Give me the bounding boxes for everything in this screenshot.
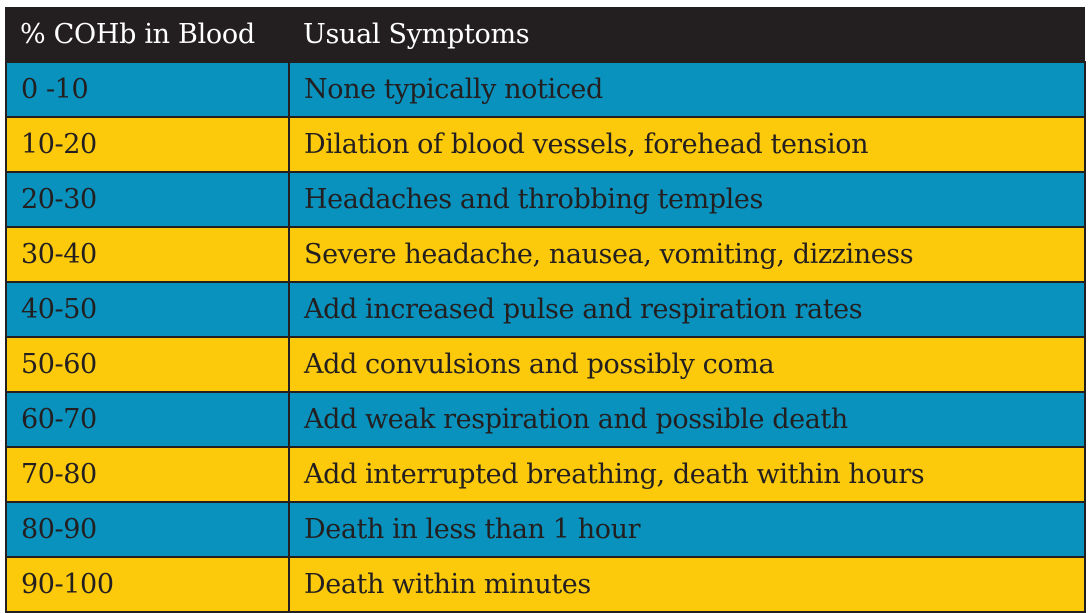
cohb-range-cell: 40-50	[6, 282, 289, 337]
cohb-range-cell: 50-60	[6, 337, 289, 392]
table-row	[6, 62, 1085, 117]
cohb-range-cell: 70-80	[6, 447, 289, 502]
symptoms-cell: Severe headache, nausea, vomiting, dizziness	[289, 227, 1085, 282]
table-header-row	[6, 7, 1085, 62]
symptoms-cell: Death in less than 1 hour	[289, 502, 1085, 557]
cohb-range-cell: 80-90	[6, 502, 289, 557]
symptoms-cell: Add convulsions and possibly coma	[289, 337, 1085, 392]
cohb-range-cell: 90-100	[6, 557, 289, 612]
symptoms-cell: Death within minutes	[289, 557, 1085, 612]
symptoms-cell: Add weak respiration and possible death	[289, 392, 1085, 447]
cohb-range-cell: 30-40	[6, 227, 289, 282]
symptoms-cell: None typically noticed	[289, 62, 1085, 117]
cohb-range-cell: 60-70	[6, 392, 289, 447]
cohb-symptoms-table-frame	[5, 7, 1084, 600]
table-row	[6, 557, 1085, 612]
table-row	[6, 282, 1085, 337]
table-row	[6, 337, 1085, 392]
table-row	[6, 227, 1085, 282]
table-row	[6, 502, 1085, 557]
symptoms-cell: Add increased pulse and respiration rates	[289, 282, 1085, 337]
table-row	[6, 447, 1085, 502]
symptoms-cell: Add interrupted breathing, death within hours	[289, 447, 1085, 502]
column-header-cohb: % COHb in Blood	[6, 7, 289, 62]
cohb-range-cell: 0 -10	[6, 62, 289, 117]
cohb-range-cell: 20-30	[6, 172, 289, 227]
cohb-symptoms-table	[5, 7, 1086, 613]
symptoms-cell: Dilation of blood vessels, forehead tension	[289, 117, 1085, 172]
symptoms-cell: Headaches and throbbing temples	[289, 172, 1085, 227]
column-header-symptoms: Usual Symptoms	[289, 7, 1085, 62]
table-row	[6, 392, 1085, 447]
table-row	[6, 172, 1085, 227]
table-row	[6, 117, 1085, 172]
cohb-range-cell: 10-20	[6, 117, 289, 172]
